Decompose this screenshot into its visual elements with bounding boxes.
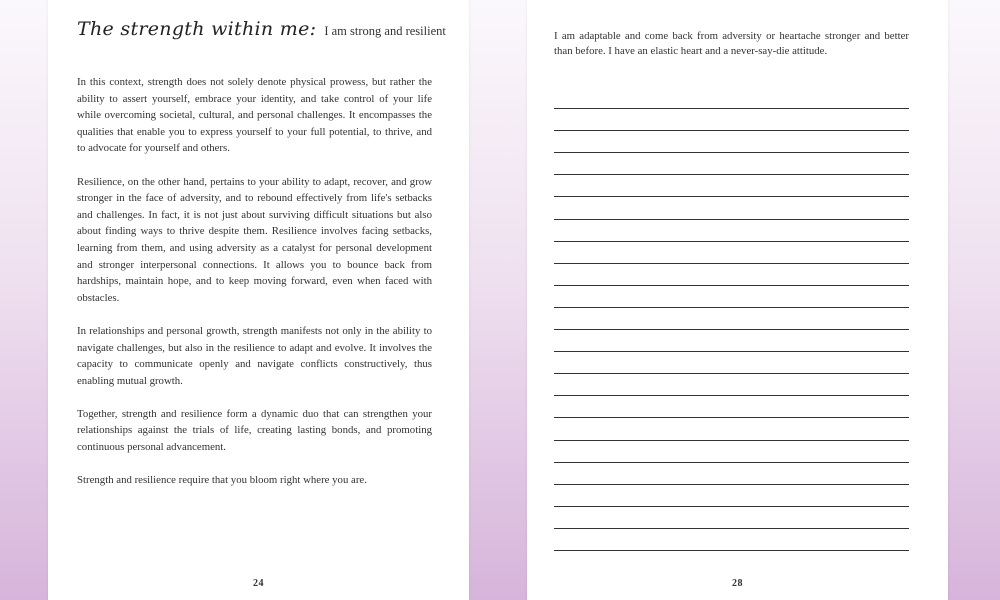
writing-line[interactable] xyxy=(554,153,909,175)
writing-line[interactable] xyxy=(554,507,909,529)
writing-line[interactable] xyxy=(554,308,909,330)
writing-line[interactable] xyxy=(554,463,909,485)
title-subtitle: I am strong and resilient xyxy=(324,24,446,38)
writing-line[interactable] xyxy=(554,352,909,374)
page-number: 24 xyxy=(253,578,264,589)
writing-line[interactable] xyxy=(554,175,909,197)
paragraph: Resilience, on the other hand, pertains to your ability to adapt, recover, and grow stronger in the face of adversity, and to rebound effectively from life's setbacks and challenges. In fact, it is not just about surviving difficult situations but also about finding ways to thrive despite them. Resilience involves facing setbacks, learning from them, and using adversity as a catalyst for personal development and stronger interpersonal connections. It allows you to bounce back from hardships, maintain hope, and to keep moving forward, even when faced with obstacles. xyxy=(77,175,432,304)
writing-line[interactable] xyxy=(554,286,909,308)
paragraph: Strength and resilience require that you bloom right where you are. xyxy=(77,474,367,487)
journal-prompt: I am adaptable and come back from adversity or heartache stronger and better than before. I have an elastic heart and a never-say-die attitude. xyxy=(554,30,909,57)
title-script: The strength within me: xyxy=(77,18,317,40)
writing-line[interactable] xyxy=(554,131,909,153)
page-title xyxy=(77,18,446,40)
writing-line[interactable] xyxy=(554,242,909,264)
paragraph: In this context, strength does not solely denote physical prowess, but rather the ability to assert yourself, embrace your identity, and take control of your life while overcoming societal, cultural, and personal challenges. It encompasses the qualities that enable you to express yourself to your full potential, to thrive, and to advocate for yourself and others. xyxy=(77,76,432,155)
writing-line[interactable] xyxy=(554,264,909,286)
writing-line[interactable] xyxy=(554,109,909,131)
right-page xyxy=(527,0,948,600)
writing-line[interactable] xyxy=(554,396,909,418)
writing-line[interactable] xyxy=(554,418,909,440)
left-page xyxy=(48,0,469,600)
writing-line[interactable] xyxy=(554,197,909,219)
writing-line[interactable] xyxy=(554,374,909,396)
writing-line[interactable] xyxy=(554,220,909,242)
writing-line[interactable] xyxy=(554,485,909,507)
paragraph: In relationships and personal growth, strength manifests not only in the ability to navigate challenges, but also in the resilience to adapt and evolve. It involves the capacity to communicate openly and navigate conflicts constructively, thus enabling mutual growth. xyxy=(77,324,432,387)
writing-lines xyxy=(554,87,909,551)
paragraph: Together, strength and resilience form a dynamic duo that can strengthen your relationships against the trials of life, creating lasting bonds, and promoting continuous personal advancement. xyxy=(77,407,432,454)
writing-line[interactable] xyxy=(554,529,909,551)
page-number: 28 xyxy=(732,578,743,589)
writing-line[interactable] xyxy=(554,330,909,352)
body-text xyxy=(77,74,432,505)
writing-line[interactable] xyxy=(554,87,909,109)
writing-line[interactable] xyxy=(554,441,909,463)
